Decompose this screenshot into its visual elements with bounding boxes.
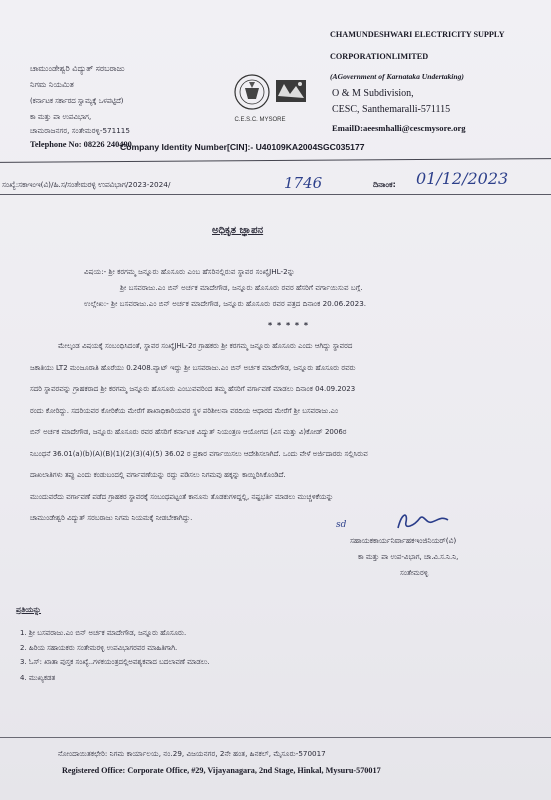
separator-stars: * * * * * (268, 321, 310, 330)
body-line: ಸದರಿ ಸ್ಥಾವರವನ್ನು ಗ್ರಾಹಕರಾದ ಶ್ರೀ ಕರಗಮ್ಮ ಜನ್ನೂರು ಹೊಸೂರು ಎಂಬುವವರಿಂದ ತಮ್ಮ ಹೆಸರಿಗೆ ವರ್ಗಾವಣೆ ಮಾಡಲು ದಿನಾಂಕ 04.09.2023 (30, 385, 356, 393)
body-line: ದಾಖಲಾತಿಗಳು ತಪ್ಪು ಎಂದು ಕಂಡುಬಂದಲ್ಲಿ ವರ್ಗಾವಣೆಯನ್ನು ರದ್ದು ಪಡಿಸಲು ನಿಗಮವು ಹಕ್ಕನ್ನು ಕಾಯ್ದಿರಿಸಿಕೊಂಡಿದೆ. (30, 471, 286, 479)
email: EmailD:aeesmhalli@cescmysore.org (332, 123, 466, 133)
org-name-kn-line4: ಕಾ ಮತ್ತು ಪಾ ಉಪವಿಭಾಗ, (30, 113, 92, 121)
date-label: ದಿನಾಂಕ: (373, 180, 396, 189)
subject-line2: ಶ್ರೀ ಬಸವರಾಜು.ಎಂ ಬಿನ್ ಅರ್ಚಕ ಮಾದೇಗೌಡ, ಜನ್ನೂರು ಹೊಸೂರು ರವರ ಹೆಸರಿಗೆ ವರ್ಗಾಯಿಸುವ ಬಗ್ಗೆ. (120, 283, 363, 292)
company-identity-number: Company Identity Number[CIN]:- U40109KA2004SGC035177 (120, 142, 365, 152)
subject-line1: ವಿಷಯ:- ಶ್ರೀ ಕರಗಮ್ಮ ಜನ್ನೂರು ಹೊಸೂರು ಎಂಬ ಹೆಸರಿನಲ್ಲಿರುವ ಸ್ಥಾವರ ಸಂಖ್ಯೆJHL-2ನ್ನು (84, 267, 295, 276)
header-divider (0, 158, 551, 163)
org-name-en-line3: (AGovernment of Karnataka Undertaking) (330, 72, 464, 81)
reference-number: ಸಂಖ್ಯೆ:ಸಕಾಇಂಇ(ವಿ)/ಹಿ.ಸ/ಸಂತೇಮರಳ್ಳಿ ಉಪವಿಭಾಗ/2023-2024/ (2, 180, 171, 189)
memo-body (30, 336, 530, 530)
org-name-kn-line5: ಚಾಮರಾಜನಗರ, ಸಂತೇಮರಳ್ಳಿ-571115 (30, 126, 130, 135)
signatory-place: ಸಂತೇಮರಳ್ಳಿ (400, 568, 429, 577)
handwritten-reference-no: 1746 (284, 174, 323, 192)
signature-scribble (392, 508, 452, 534)
footer-address-kn: ನೋಂದಾಯಿತಕಛೇರಿ: ನಿಗಮ ಕಾರ್ಯಾಲಯ, ನಂ.29, ವಿಜಯನಗರ, 2ನೇ ಹಂತ, ಹಿನಕಲ್, ಮೈಸೂರು-570017 (58, 749, 326, 758)
subdivision-address: CESC, Santhemaralli-571115 (332, 104, 451, 115)
copy-item: 4. ಮುಖ್ಯಕಡತ (20, 674, 56, 682)
copy-item: 1. ಶ್ರೀ ಬಸವರಾಜು.ಎಂ ಬಿನ್ ಅರ್ಚಕ ಮಾದೇಗೌಡ, ಜನ್ನೂರು ಹೊಸೂರು. (20, 629, 187, 637)
copy-item: 3. ಓಸ್: ಖಾತಾ ಪುಸ್ತಕ ಸಂಖ್ಯೆ..ಗಳಕಯಂತ್ರದಲ್ಲಿಅವಶ್ಯಕವಾದ ಬದಲಾವಣೆ ಮಾಡಲು. (20, 658, 210, 666)
org-name-en-line2: CORPORATIONLIMITED (330, 52, 429, 61)
body-line: ನಿಬಂಧನೆ 36.01(a)(b)(A)(B)(1)(2)(3)(4)(5) 36.02 ರ ಪ್ರಕಾರ ವರ್ಗಾಯಿಸಲು ಆದೇಶಿಸಲಾಗಿದೆ. ಒಂದು ವೇಳೆ ಅರ್ಜಿದಾರರು ಸಲ್ಲಿಸಿರುವ (30, 449, 368, 458)
body-line: ಮುಂದುವರೆದು ವರ್ಗಾವಣೆ ಪಡೆದ ಗ್ರಾಹಕರ ಸ್ಥಾವರಕ್ಕೆ ಸಂಬಂಧಪಟ್ಟಂತೆ ಕಾನೂನು ತೊಡಕುಗಳಿದ್ದಲ್ಲಿ, ನಷ್ಟಭರ್ತಿ ಮಾಡಲು ಮುಚ್ಚಳಿಕೆಯನ್ನು (30, 492, 334, 501)
telephone: Telephone No: 08226 240490 (30, 140, 132, 149)
copy-item: 2. ಹಿರಿಯ ಸಹಾಯಕರು ಸಂತೇಮರಳ್ಳಿ ಉಪವಿಭಾಗರವರ ಮಾಹಿತಿಗಾಗಿ. (20, 644, 178, 652)
org-name-kn-line2: ನಿಗಮ ನಿಯಮಿತ (30, 80, 74, 89)
footer-divider (0, 737, 551, 738)
cesc-logo (218, 66, 314, 124)
body-line: ಚಾಮುಂಡೇಶ್ವರಿ ವಿದ್ಯುತ್ ಸರಬರಾಜು ನಿಗಮ ನಿಯಮಕ್ಕೆ ನೀಡಬೇಕಾಗಿದ್ದು. (30, 514, 193, 522)
handwritten-date: 01/12/2023 (416, 169, 509, 188)
body-line: ಮೇಲ್ಕಂಡ ವಿಷಯಕ್ಕೆ ಸಂಬಂಧಿಸಿದಂತೆ, ಸ್ಥಾವರ ಸಂಖ್ಯೆJHL-2ರ ಗ್ರಾಹಕರು ಶ್ರೀ ಕರಗಮ್ಮ ಜನ್ನೂರು ಹೊಸೂರು ಎಂದು ಆಗಿದ್ದು ಸ್ಥಾವರದ (58, 342, 353, 350)
signatory-office: ಕಾ ಮತ್ತು ಪಾ ಉಪ-ವಿಭಾಗ, ಚಾ.ವಿ.ಸ.ನಿ.ನಿ, (358, 553, 459, 561)
subdivision-name: O & M Subdivision, (332, 88, 414, 99)
memo-title: ಅಧಿಕೃತ ಜ್ಞಾಪನ (212, 225, 264, 236)
org-name-kn-line1: ಚಾಮುಂಡೇಶ್ವರಿ ವಿದ್ಯುತ್ ಸರಬರಾಜು (30, 64, 125, 73)
copies-heading: ಪ್ರತಿಯನ್ನು (16, 605, 42, 614)
signature-initials: sd (336, 520, 347, 530)
body-line: ರಂದು ಕೋರಿದ್ದು. ಸದರಿಯವರ ಕೋರಿಕೆಯ ಮೇರೆಗೆ ಶಾಖಾಧಿಕಾರಿಯವರ ಸ್ಥಳ ಪರಿಶೀಲನಾ ವರದಿಯ ಆಧಾರದ ಮೇರೆಗೆ ಶ್ರೀ ಬಸವರಾಜು.ಎಂ (30, 406, 339, 415)
signatory-designation: ಸಹಾಯಕಕಾರ್ಯನಿರ್ವಾಹಕಇಂಜಿನಿಯರ್(ವಿ) (350, 536, 457, 545)
body-line: ಜಕಾತಿಯು LT2 ಮಂಜೂರಾತಿ ಹೊರೆಯು 0.2408.ವ್ಯಾಟ್ ಇದ್ದು ಶ್ರೀ ಬಸವರಾಜು.ಎಂ ಬಿನ್ ಅರ್ಚಕ ಮಾದೇಗೌಡ, ಜನ್ನೂರು ಹೊಸೂರು ರವರು (30, 363, 356, 372)
org-name-kn-line3: (ಕರ್ನಾಟಕ ಸರ್ಕಾರದ ಸ್ವಾಮ್ಯಕ್ಕೆ ಒಳಪಟ್ಟಿದೆ) (30, 97, 124, 105)
logo-text: C.E.S.C. MYSORE (234, 117, 286, 123)
reference-divider (0, 194, 551, 195)
footer-address-en: Registered Office: Corporate Office, #29, Vijayanagara, 2nd Stage, Hinkal, Mysuru-570017 (62, 766, 381, 775)
subject-reference: ಉಲ್ಲೇಖ:- ಶ್ರೀ ಬಸವರಾಜು.ಎಂ ಬಿನ್ ಅರ್ಚಕ ಮಾದೇಗೌಡ, ಜನ್ನೂರು ಹೊಸೂರು ರವರ ಪತ್ರದ ದಿನಾಂಕ 20.06.2023. (84, 299, 367, 308)
org-name-en-line1: CHAMUNDESHWARI ELECTRICITY SUPPLY (330, 30, 505, 39)
body-line: ಬಿನ್ ಅರ್ಚಕ ಮಾದೇಗೌಡ, ಜನ್ನೂರು ಹೊಸೂರು ರವರ ಹೆಸರಿಗೆ ಕರ್ನಾಟಕ ವಿದ್ಯುತ್ ನಿಯಂತ್ರಣ ಆಯೋಗದ (ವಿಸ ಮತ್ತು ವಿ)ಕೋಡ್ 2006ರ (30, 428, 347, 436)
